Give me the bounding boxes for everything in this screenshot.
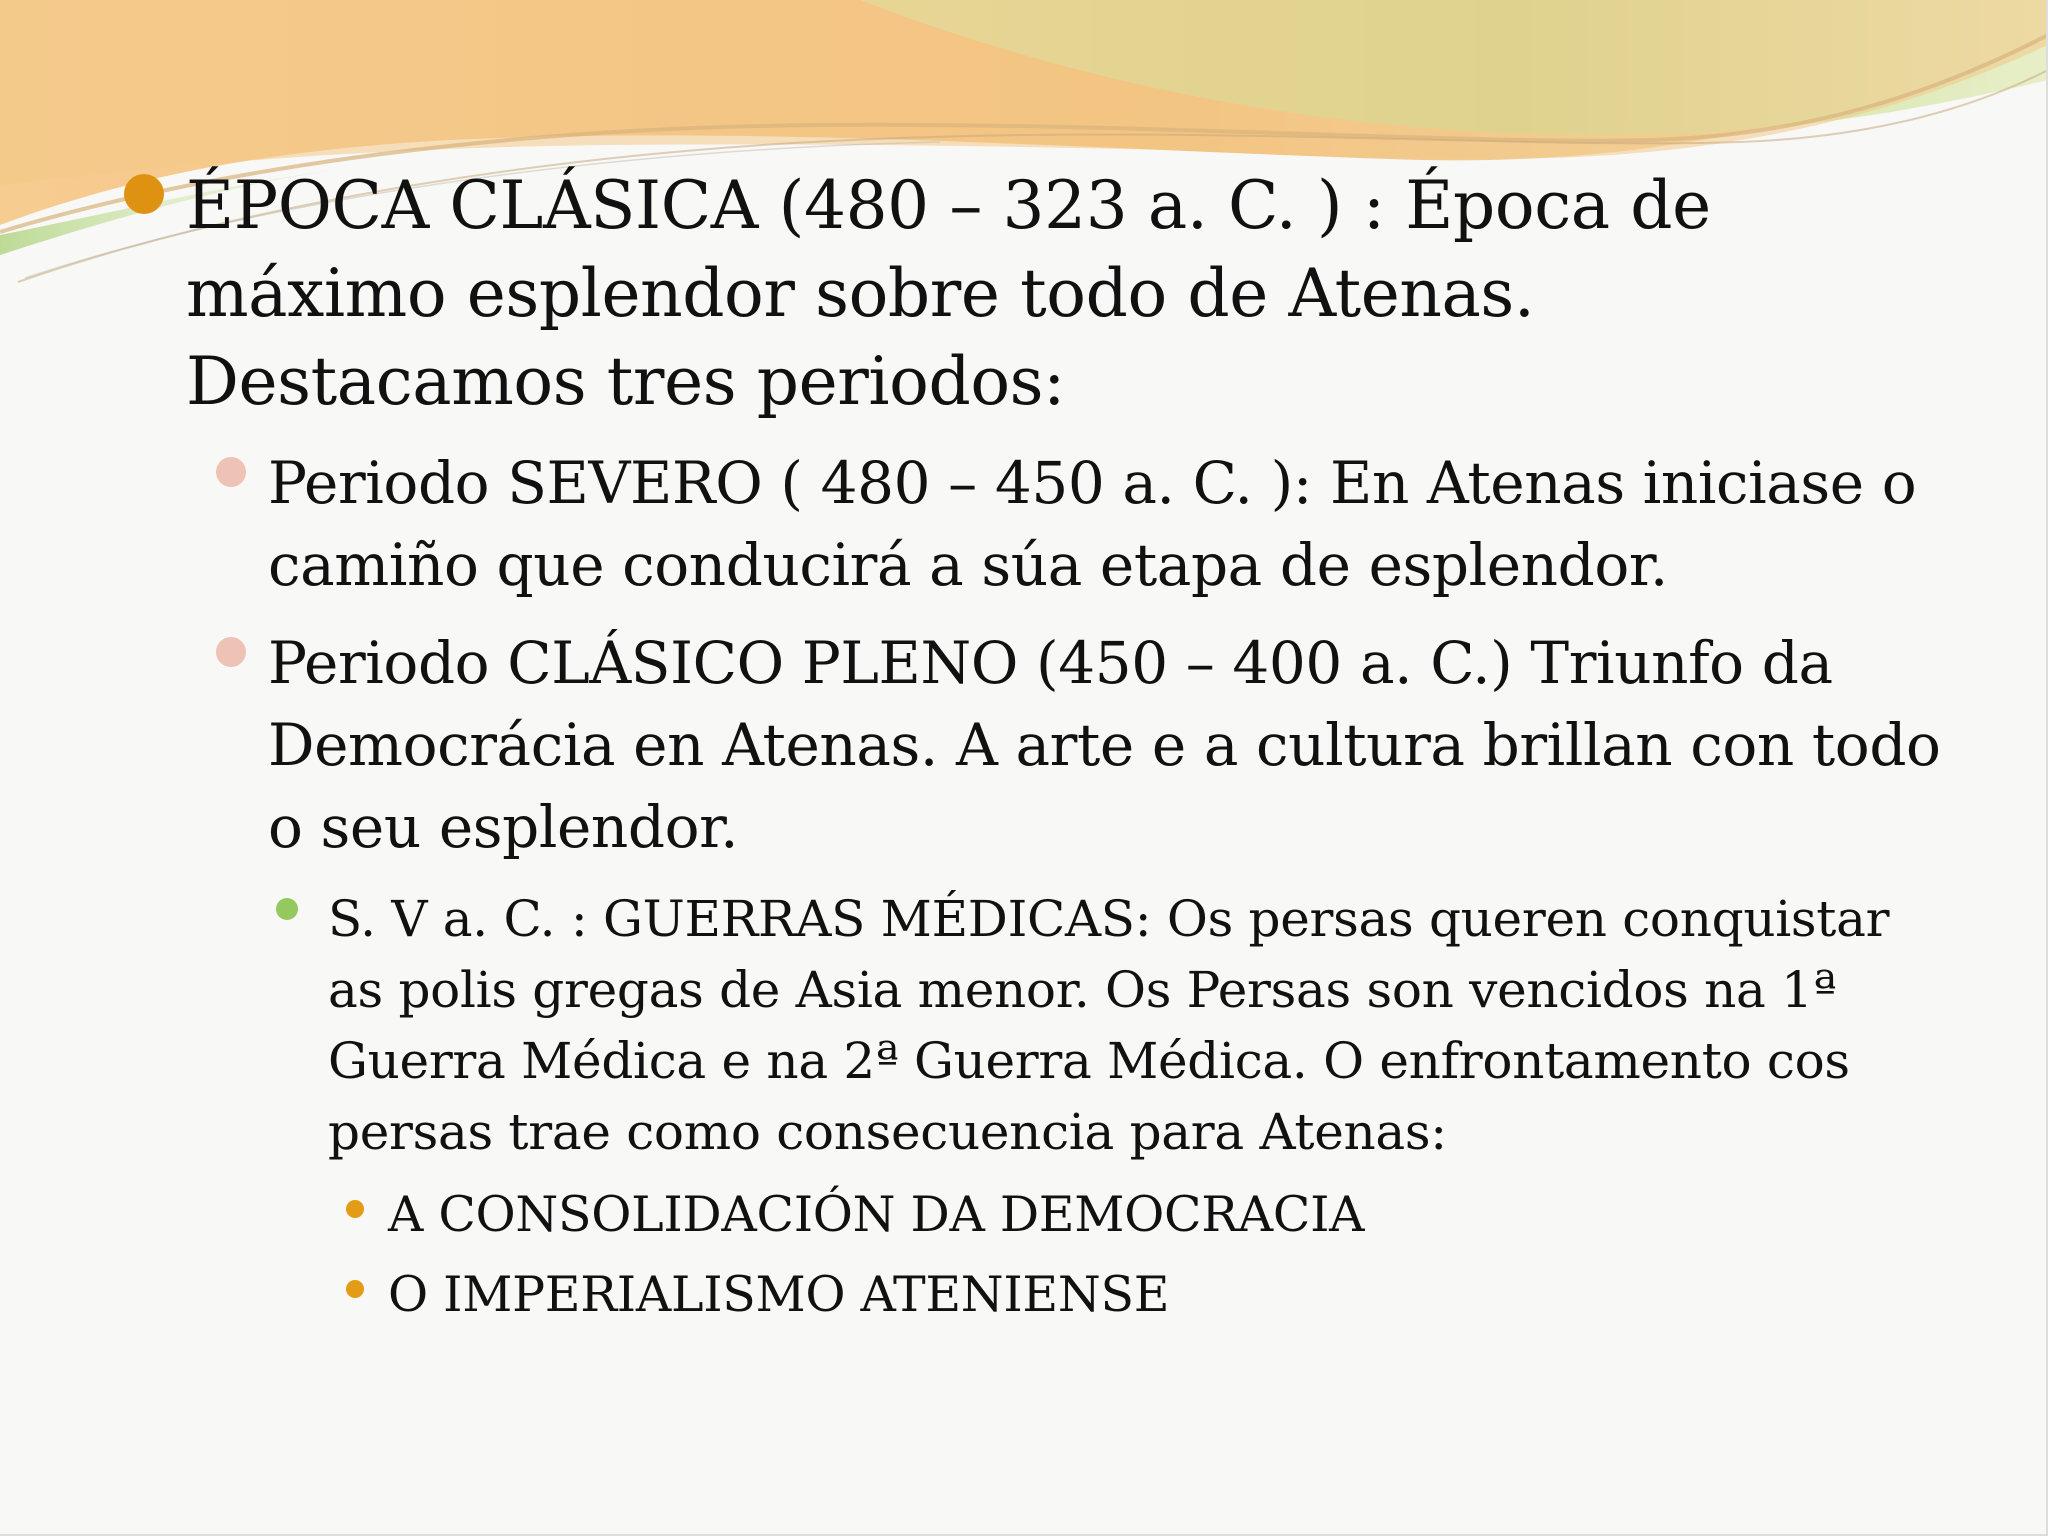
level4-bullet-icon — [346, 1200, 364, 1218]
bullet-consolidacion-democracia — [346, 1182, 1846, 1248]
bullet-imperialismo-ateniense — [346, 1262, 1846, 1328]
bullet-periodo-clasico-pleno — [216, 622, 1956, 868]
bullet-text: Periodo SEVERO ( 480 – 450 a. C. ): En Atenas iniciase o camiño que conducirá a súa etapa de esplendor. — [268, 449, 1917, 599]
bullet-periodo-severo — [216, 442, 1956, 606]
level1-bullet-icon — [124, 174, 164, 214]
bullet-text: A CONSOLIDACIÓN DA DEMOCRACIA — [388, 1186, 1365, 1243]
bullet-guerras-medicas — [276, 884, 1926, 1168]
level2-bullet-icon — [216, 457, 246, 487]
level2-bullet-icon — [216, 637, 246, 667]
level4-bullet-icon — [346, 1280, 364, 1298]
bullet-epoca-clasica — [124, 162, 1944, 426]
bullet-text: S. V a. C. : GUERRAS MÉDICAS: Os persas queren conquistar as polis gregas de Asia menor. Os Persas son vencidos na 1ª Guerra Médica e na 2ª Guerra Médica. O enfrontamento cos persas trae como consecuencia para Atenas: — [328, 890, 1890, 1161]
bullet-text: ÉPOCA CLÁSICA (480 – 323 a. C. ) : Época de máximo esplendor sobre todo de Atenas. Destacamos tres periodos: — [186, 167, 1711, 420]
bullet-text: O IMPERIALISMO ATENIENSE — [388, 1266, 1170, 1323]
level3-bullet-icon — [276, 898, 298, 920]
bullet-text: Periodo CLÁSICO PLENO (450 – 400 a. C.) Triunfo da Democrácia en Atenas. A arte e a cultura brillan con todo o seu esplendor. — [268, 629, 1941, 861]
